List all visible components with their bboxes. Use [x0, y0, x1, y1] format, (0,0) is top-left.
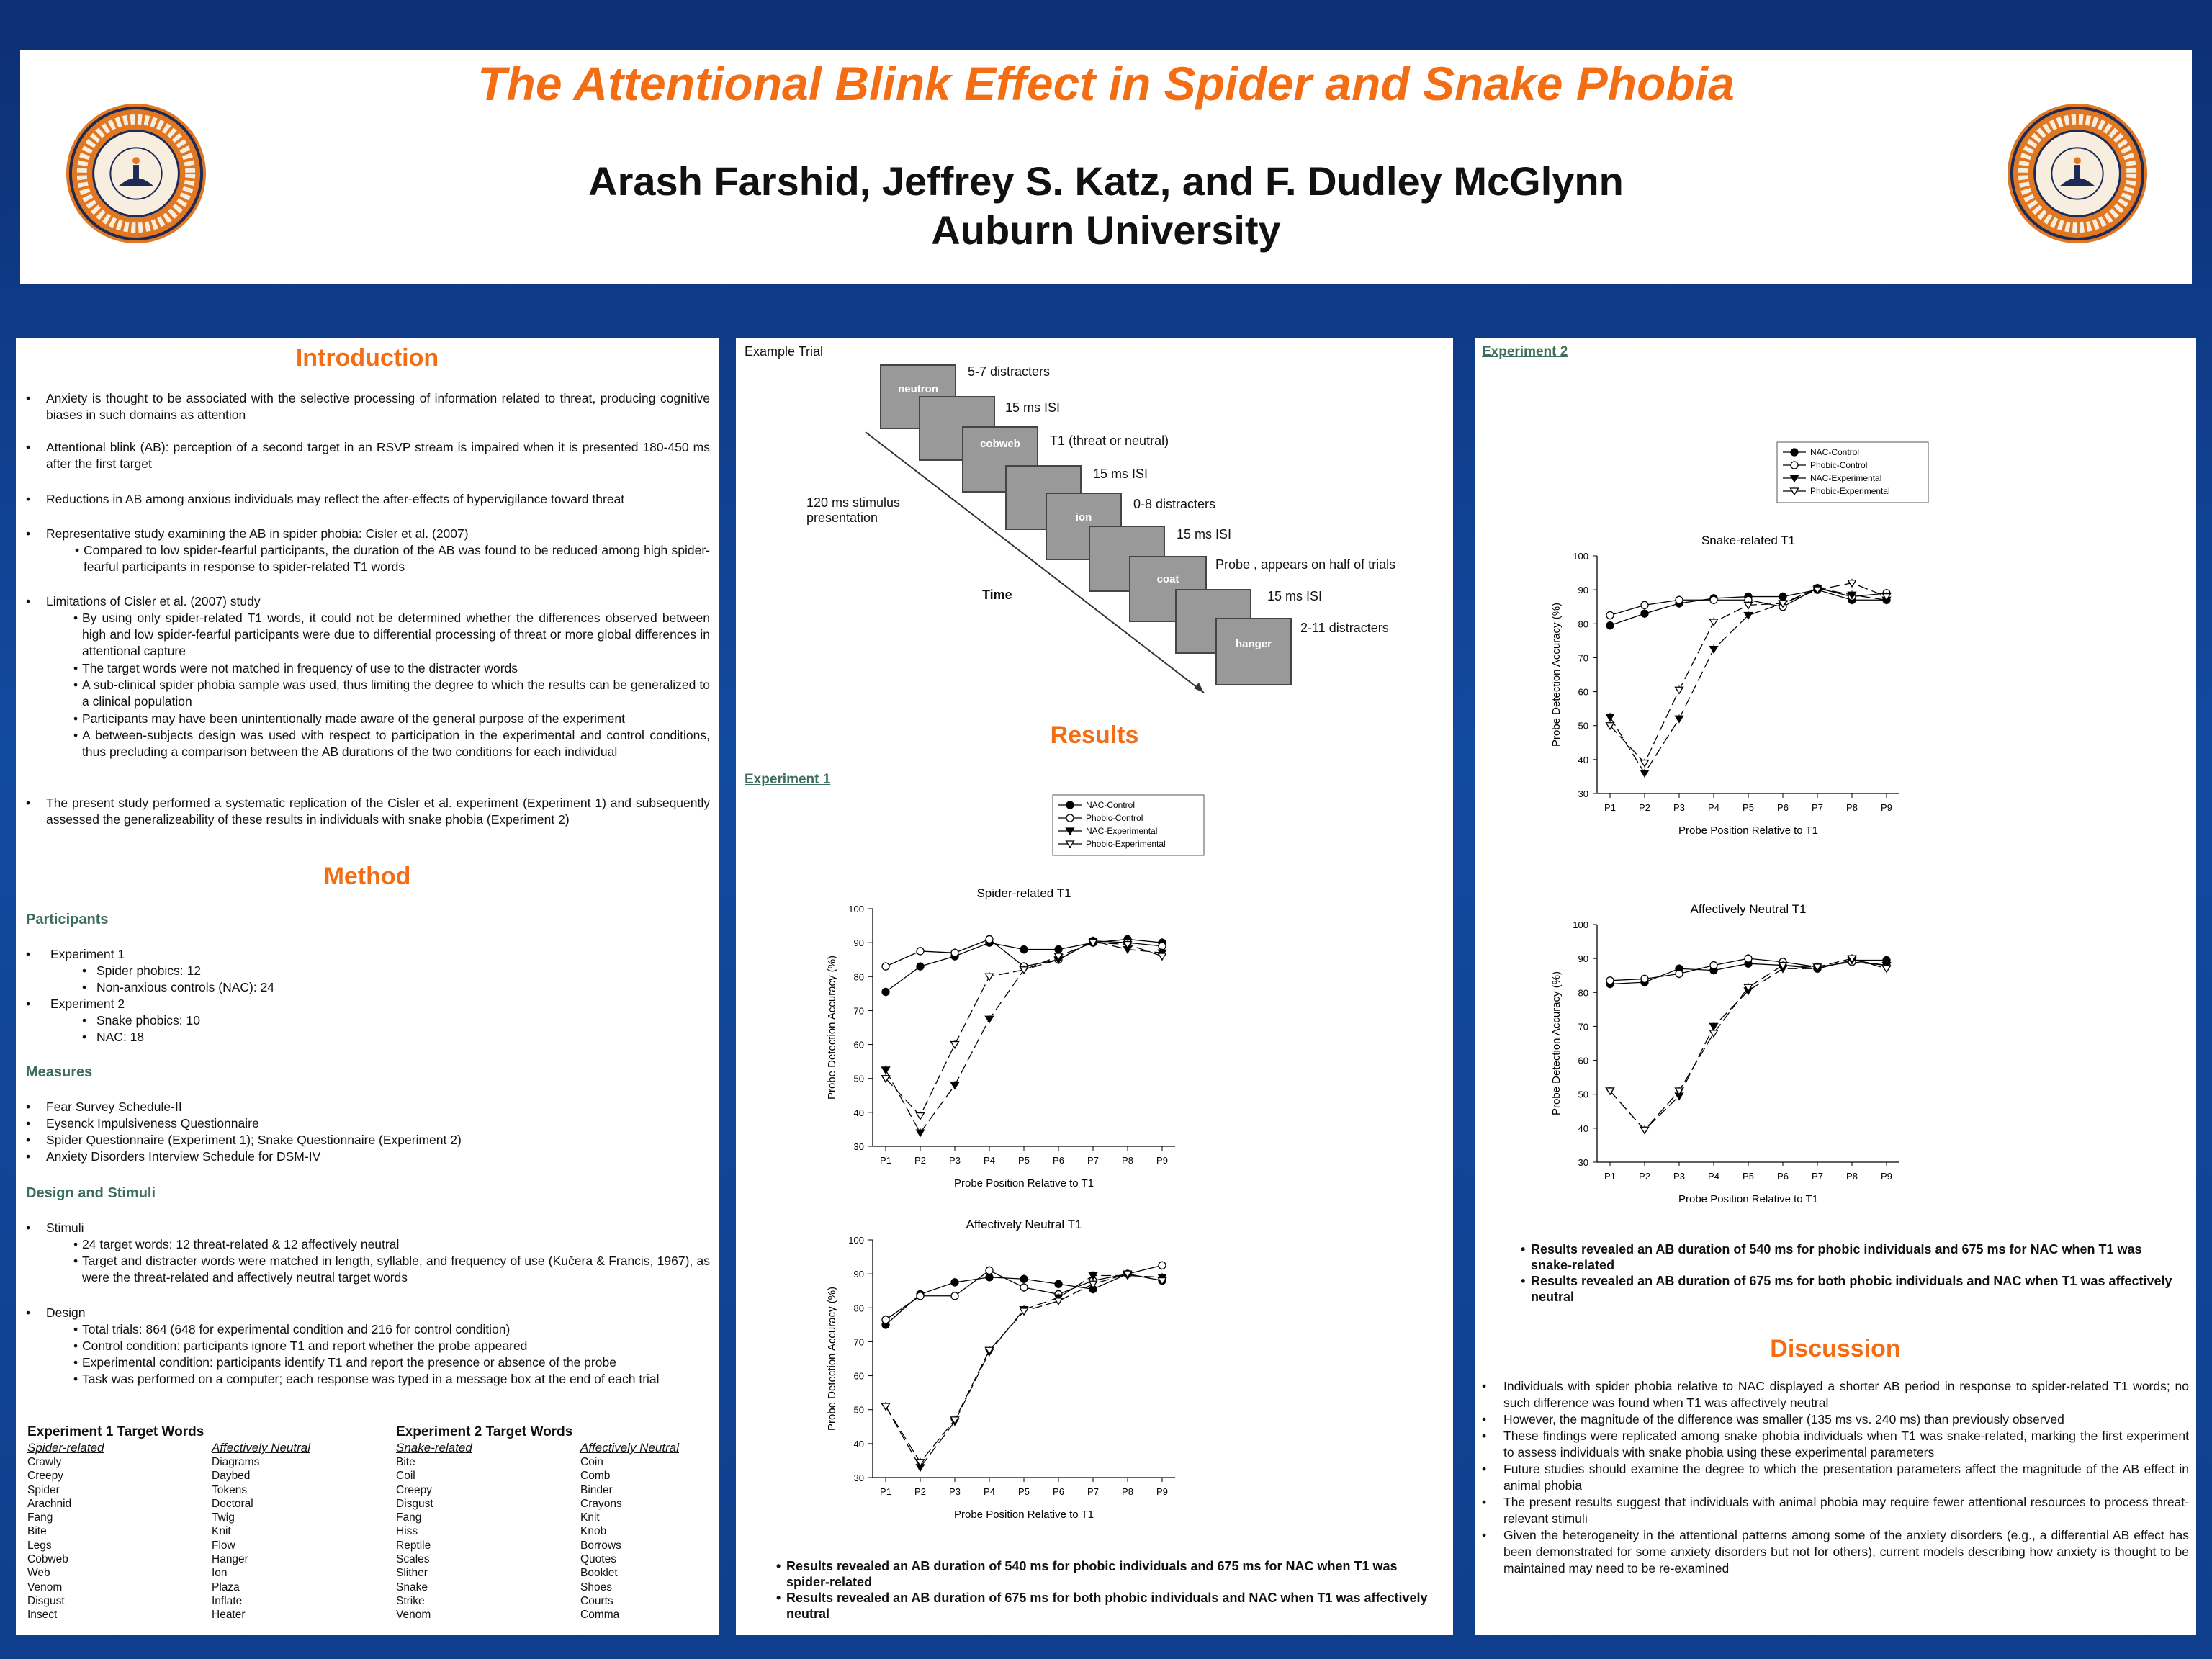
- trial-stimulus-box: hanger: [1215, 618, 1292, 685]
- neutral-chart-exp2: [1518, 880, 2080, 1211]
- word-list-item: Quotes: [580, 1553, 616, 1566]
- word-list-item: Heater: [212, 1609, 246, 1622]
- y-tick-label: 40: [853, 1438, 864, 1449]
- chart-title: Affectively Neutral T1: [966, 1218, 1082, 1231]
- design-sub-bullet: • Experimental condition: participants identify T1 and report the presence or absence of the probe: [73, 1355, 616, 1370]
- x-tick-label: P3: [949, 1155, 961, 1166]
- author-block: [20, 157, 2192, 255]
- x-tick-label: P6: [1777, 802, 1789, 813]
- experiment-1-heading: Experiment 1: [745, 772, 831, 787]
- x-tick-label: P7: [1087, 1155, 1099, 1166]
- x-tick-label: P3: [1673, 802, 1685, 813]
- series-3: [1606, 954, 1891, 1134]
- university-seal-logo: [65, 102, 207, 245]
- legend-label: Phobic-Control: [1086, 813, 1143, 823]
- series-3: [1606, 579, 1891, 768]
- exp1-results-summary: • Results revealed an AB duration of 540 ms for phobic individuals and 675 ms for NAC when T1 was spider-related • Results revealed an AB duration of 675 ms for both phobic individuals and NAC when T1 was affectively neutral: [776, 1559, 1428, 1621]
- method-sub-bullet: • Snake phobics: 10: [82, 1013, 200, 1028]
- intro-sub-bullet: • By using only spider-related T1 words, it could not be determined whether the differences observed between high and low spider-fearful participants were due to differential processing of threat or more global differences in attentional capture: [73, 611, 710, 658]
- example-trial-label: Example Trial: [745, 344, 824, 359]
- discussion-bullet: • However, the magnitude of the difference was smaller (135 ms vs. 240 ms) than previously observed: [1482, 1412, 2064, 1426]
- word-list-item: Fang: [396, 1511, 422, 1524]
- trial-label: T1 (threat or neutral): [1050, 433, 1169, 448]
- data-point: [917, 1292, 924, 1300]
- y-tick-label: 90: [1578, 585, 1588, 596]
- data-point: [1883, 966, 1891, 972]
- data-point: [1710, 1030, 1718, 1037]
- data-point: [1676, 687, 1683, 693]
- y-tick-label: 90: [853, 1269, 864, 1280]
- intro-sub-bullet: • Compared to low spider-fearful participants, the duration of the AB was found to be reduced among high spider-fearful participants in response to spider-related T1 words: [75, 543, 710, 574]
- word-list-item: Legs: [27, 1539, 52, 1552]
- experiment-2-heading: Experiment 2: [1482, 344, 1568, 359]
- intro-sub-bullet: • A between-subjects design was used with respect to participation in the experimental and control conditions, thus precluding a comparison between the AB durations of the two conditions for each individual: [73, 728, 710, 759]
- discussion-bullet: • The present results suggest that individuals with animal phobia may require fewer attentional resources to process threat-relevant stimuli: [1482, 1495, 2189, 1526]
- exp2-wordlist-title: Experiment 2 Target Words: [396, 1424, 573, 1439]
- data-point: [986, 974, 994, 980]
- y-tick-label: 70: [1578, 1021, 1588, 1033]
- word-list-item: Comb: [580, 1470, 611, 1483]
- chart-title: Spider-related T1: [976, 886, 1071, 900]
- discussion-bullet: • These findings were replicated among snake phobia individuals when T1 was snake-related, marking the first experiment to assess individuals with snake phobia using these experimental parameters: [1482, 1429, 2189, 1460]
- data-point: [882, 1067, 890, 1074]
- affiliation: Auburn University: [931, 207, 1281, 253]
- chart-legend: [1053, 795, 1204, 855]
- intro-bullet: • Reductions in AB among anxious individuals may reflect the after-effects of hypervigilance toward threat: [26, 492, 625, 506]
- series-3: [882, 1269, 1166, 1467]
- introduction-title: Introduction: [295, 344, 439, 372]
- y-axis-label: Probe Detection Accuracy (%): [1550, 602, 1563, 747]
- x-tick-label: P8: [1846, 802, 1858, 813]
- data-point: [986, 935, 993, 943]
- y-tick-label: 100: [848, 1235, 864, 1246]
- word-list-item: Booklet: [580, 1567, 618, 1580]
- trial-label: 15 ms ISI: [1177, 527, 1232, 541]
- x-tick-label: P2: [914, 1486, 926, 1497]
- discussion-list: [1482, 1378, 2189, 1577]
- x-tick-label: P5: [1743, 1171, 1754, 1182]
- word-list-item: Tokens: [212, 1483, 248, 1496]
- x-tick-label: P8: [1846, 1171, 1858, 1182]
- x-tick-label: P9: [1156, 1486, 1168, 1497]
- x-tick-label: P8: [1122, 1155, 1133, 1166]
- y-tick-label: 80: [1578, 619, 1588, 630]
- x-tick-label: P1: [880, 1155, 891, 1166]
- trial-label: 2-11 distracters: [1300, 621, 1389, 635]
- trial-label: 0-8 distracters: [1133, 497, 1216, 511]
- word-list-item: Disgust: [27, 1594, 65, 1607]
- trial-label: 15 ms ISI: [1093, 467, 1148, 481]
- x-tick-label: P2: [1639, 802, 1650, 813]
- series-line: [886, 1276, 1162, 1467]
- y-tick-label: 70: [853, 1005, 864, 1017]
- x-tick-label: P9: [1881, 1171, 1892, 1182]
- x-tick-label: P1: [1604, 1171, 1616, 1182]
- data-point: [917, 963, 924, 970]
- x-tick-label: P2: [914, 1155, 926, 1166]
- data-point: [917, 1113, 925, 1120]
- chart-title: Affectively Neutral T1: [1690, 902, 1807, 916]
- discussion-title: Discussion: [1770, 1335, 1901, 1362]
- data-point: [951, 1292, 958, 1300]
- x-tick-label: P7: [1812, 802, 1823, 813]
- trial-label: Probe , appears on half of trials: [1215, 557, 1396, 572]
- word-list-item: Knob: [580, 1525, 607, 1538]
- word-list-item: Inflate: [212, 1594, 243, 1607]
- legend-marker: [1066, 814, 1074, 822]
- data-point: [986, 1016, 994, 1022]
- word-list-item: Comma: [580, 1609, 620, 1622]
- exp2-results-summary: • Results revealed an AB duration of 540 ms for phobic individuals and 675 ms for NAC when T1 was snake-related • Results revealed an AB duration of 675 ms for both phobic individuals and NAC when T1 was affectively neutral: [1521, 1242, 2172, 1304]
- stimulus-duration-label: 120 ms stimulus presentation: [806, 495, 901, 525]
- word-list-item: Daybed: [212, 1470, 251, 1483]
- x-tick-label: P5: [1743, 802, 1754, 813]
- trial-stimulus-box: ion: [1046, 493, 1122, 560]
- data-point: [1676, 596, 1683, 603]
- data-point: [1159, 953, 1166, 960]
- trial-label: 15 ms ISI: [1005, 400, 1061, 415]
- word-list-item: Doctoral: [212, 1497, 253, 1510]
- data-point: [917, 948, 924, 955]
- column-exp2-discussion: [1475, 338, 2196, 1635]
- legend-label: Phobic-Experimental: [1086, 839, 1166, 849]
- x-tick-label: P3: [949, 1486, 961, 1497]
- intro-bullet: • Limitations of Cisler et al. (2007) study: [26, 594, 261, 608]
- series-line: [1610, 583, 1887, 763]
- word-list-item: Creepy: [27, 1470, 63, 1483]
- intro-bullet: • Representative study examining the AB in spider phobia: Cisler et al. (2007): [26, 526, 469, 541]
- y-tick-label: 50: [1578, 1089, 1588, 1100]
- data-point: [1676, 970, 1683, 977]
- data-point: [882, 989, 889, 996]
- spider-word-list: Spider-related Crawly Creepy Spider Arachnid Fang Bite Legs Cobweb Web Venom Disgust Insect: [27, 1441, 104, 1622]
- design-bullet: • Stimuli: [26, 1220, 84, 1235]
- series-2: [882, 1272, 1166, 1472]
- x-tick-label: P1: [1604, 802, 1616, 813]
- data-point: [1710, 647, 1718, 653]
- y-tick-label: 50: [853, 1404, 864, 1416]
- intro-sub-bullet: • The target words were not matched in frequency of use to the distracter words: [73, 661, 518, 675]
- y-tick-label: 40: [1578, 1123, 1588, 1134]
- word-list-item: Strike: [396, 1594, 425, 1607]
- method-sub-bullet: • NAC: 18: [82, 1030, 145, 1044]
- data-point: [1745, 955, 1752, 962]
- trial-label: 15 ms ISI: [1267, 589, 1323, 603]
- word-list-item: Insect: [27, 1609, 58, 1622]
- data-point: [1710, 962, 1717, 969]
- word-list-item: Creepy: [396, 1483, 432, 1496]
- trial-stimulus-box: neutron: [880, 364, 956, 429]
- y-tick-label: 30: [1578, 788, 1588, 799]
- y-tick-label: 60: [1578, 686, 1588, 698]
- word-list-item: Venom: [27, 1581, 63, 1593]
- data-point: [951, 1082, 959, 1089]
- data-point: [951, 1279, 958, 1286]
- legend-label: NAC-Experimental: [1810, 473, 1882, 483]
- word-list-item: Spider: [27, 1483, 60, 1496]
- data-point: [1641, 1127, 1649, 1133]
- data-point: [882, 1316, 889, 1323]
- authors: Arash Farshid, Jeffrey S. Katz, and F. Dudley McGlynn: [588, 158, 1624, 204]
- intro-bullet: • Attentional blink (AB): perception of a second target in an RSVP stream is impaired when it is presented 180-450 ms after the first target: [26, 440, 710, 471]
- snake-word-list: Snake-related Bite Coil Creepy Disgust Fang Hiss Reptile Scales Slither Snake Strike Venom: [396, 1441, 472, 1622]
- series-line: [886, 1274, 1162, 1462]
- word-list-item: Twig: [212, 1511, 235, 1524]
- y-tick-label: 50: [1578, 720, 1588, 732]
- x-tick-label: P4: [984, 1486, 995, 1497]
- x-tick-label: P9: [1156, 1155, 1168, 1166]
- intro-sub-bullet: • Participants may have been unintentionally made aware of the general purpose of the experiment: [73, 711, 625, 726]
- method-title: Method: [323, 863, 411, 890]
- data-point: [986, 1267, 993, 1274]
- results-title: Results: [1050, 721, 1139, 749]
- method-bullet: • Experiment 1: [26, 947, 125, 961]
- y-tick-label: 40: [1578, 754, 1588, 765]
- y-tick-label: 70: [853, 1336, 864, 1348]
- poster-title: The Attentional Blink Effect in Spider and Snake Phobia: [477, 57, 1735, 110]
- intro-bullet: • The present study performed a systematic replication of the Cisler et al. experiment (Experiment 1) and subsequently assessed the generalizeability of these results in individuals with snake phobia (Experiment 2): [26, 796, 710, 827]
- x-axis-label: Probe Position Relative to T1: [1678, 1193, 1818, 1205]
- intro-sub-bullet: • A sub-clinical spider phobia sample was used, thus limiting the degree to which the results can be generalized to a clinical population: [73, 678, 710, 709]
- design-sub-bullet: • Total trials: 864 (648 for experimental condition and 216 for control condition): [73, 1322, 511, 1336]
- trial-label: 5-7 distracters: [968, 364, 1051, 379]
- x-axis-label: Probe Position Relative to T1: [1678, 824, 1818, 837]
- measures-heading: Measures: [26, 1064, 93, 1080]
- university-seal-logo: [2006, 102, 2149, 245]
- word-list-item: Scales: [396, 1553, 430, 1566]
- data-point: [1710, 619, 1718, 626]
- chart-title: Snake-related T1: [1701, 534, 1796, 547]
- word-list-item: Coin: [580, 1456, 603, 1468]
- method-sub-bullet: • Spider phobics: 12: [82, 963, 201, 978]
- word-list-item: Courts: [580, 1594, 613, 1607]
- data-point: [1710, 596, 1717, 603]
- series-2: [1606, 956, 1891, 1135]
- data-point: [917, 1130, 925, 1136]
- x-tick-label: P4: [1708, 1171, 1719, 1182]
- legend-label: NAC-Experimental: [1086, 826, 1158, 836]
- data-point: [1020, 1284, 1028, 1291]
- data-point: [1641, 610, 1648, 617]
- x-tick-label: P7: [1087, 1486, 1099, 1497]
- measures-bullet: • Fear Survey Schedule-II: [26, 1100, 182, 1114]
- word-list-item: Arachnid: [27, 1497, 72, 1510]
- x-tick-label: P4: [1708, 802, 1719, 813]
- chart-legend: [1777, 442, 1928, 503]
- word-list-item: Diagrams: [212, 1456, 260, 1468]
- word-list-item: Cobweb: [27, 1553, 68, 1566]
- word-list-item: Web: [27, 1567, 50, 1580]
- design-sub-bullet: • Control condition: participants ignore T1 and report whether the probe appeared: [73, 1339, 528, 1353]
- x-axis-label: Probe Position Relative to T1: [954, 1509, 1094, 1521]
- exp1-wordlist-title: Experiment 1 Target Words: [27, 1424, 204, 1439]
- word-list-item: Binder: [580, 1483, 613, 1496]
- y-tick-label: 90: [1578, 953, 1588, 965]
- data-point: [882, 1403, 890, 1410]
- discussion-bullet: • Future studies should examine the degree to which the presentation parameters affect the magnitude of the AB effect in animal phobia: [1482, 1462, 2189, 1493]
- x-tick-label: P5: [1018, 1155, 1030, 1166]
- y-axis-label: Probe Detection Accuracy (%): [1550, 971, 1563, 1116]
- legend-marker: [1791, 449, 1798, 456]
- x-tick-label: P1: [880, 1486, 891, 1497]
- snake-related-chart: [1518, 439, 2080, 837]
- neutral-chart-exp1: [793, 1195, 1355, 1527]
- time-label: Time: [982, 588, 1012, 602]
- word-list-item: Knit: [212, 1525, 231, 1538]
- y-tick-label: 60: [853, 1370, 864, 1382]
- x-tick-label: P6: [1777, 1171, 1789, 1182]
- word-list-item: Knit: [580, 1511, 600, 1524]
- neutral-word-list-2: Affectively Neutral Coin Comb Binder Crayons Knit Knob Borrows Quotes Booklet Shoes Courts Comma: [580, 1441, 679, 1622]
- data-point: [951, 949, 958, 956]
- y-tick-label: 100: [1573, 551, 1588, 562]
- data-point: [1745, 602, 1753, 608]
- word-list-item: Shoes: [580, 1581, 612, 1593]
- legend-label: Phobic-Control: [1810, 460, 1868, 470]
- series-0: [882, 1269, 1166, 1329]
- data-point: [951, 1042, 959, 1048]
- data-point: [1159, 1262, 1166, 1269]
- trial-stimulus-box: cobweb: [962, 426, 1038, 493]
- legend-marker: [1791, 462, 1798, 469]
- word-list-item: Bite: [396, 1456, 415, 1468]
- x-tick-label: P3: [1673, 1171, 1685, 1182]
- y-tick-label: 100: [848, 904, 864, 914]
- y-tick-label: 100: [1573, 920, 1588, 930]
- x-tick-label: P5: [1018, 1486, 1030, 1497]
- design-sub-bullet: • Task was performed on a computer; each response was typed in a message box at the end of each trial: [73, 1372, 660, 1386]
- design-bullet: • Design: [26, 1305, 86, 1320]
- data-point: [1676, 716, 1683, 722]
- word-list-item: Hiss: [396, 1525, 418, 1538]
- x-tick-label: P9: [1881, 802, 1892, 813]
- word-list-item: Plaza: [212, 1581, 240, 1593]
- method-sub-bullet: • Non-anxious controls (NAC): 24: [82, 980, 275, 994]
- x-tick-label: P4: [984, 1155, 995, 1166]
- legend-label: NAC-Control: [1086, 800, 1136, 810]
- y-tick-label: 40: [853, 1107, 864, 1118]
- y-tick-label: 50: [853, 1073, 864, 1084]
- word-list-item: Flow: [212, 1539, 235, 1552]
- discussion-bullet: • Individuals with spider phobia relative to NAC displayed a shorter AB period in response to spider-related T1 words; no such difference was found when T1 was affectively neutral: [1482, 1379, 2189, 1410]
- y-tick-label: 80: [1578, 987, 1588, 999]
- data-point: [1055, 1280, 1062, 1287]
- method-bullet: • Experiment 2: [26, 997, 125, 1011]
- data-point: [1606, 622, 1614, 629]
- intro-bullet: • Anxiety is thought to be associated with the selective processing of information related to threat, producing cognitive biases in such domains as attention: [26, 391, 710, 422]
- x-tick-label: P2: [1639, 1171, 1650, 1182]
- data-point: [1606, 977, 1614, 984]
- trial-stimulus-box: coat: [1129, 556, 1207, 622]
- word-list-item: Reptile: [396, 1539, 431, 1552]
- participants-heading: Participants: [26, 912, 109, 927]
- x-tick-label: P6: [1053, 1155, 1064, 1166]
- data-point: [1641, 601, 1648, 608]
- measures-bullet: • Eysenck Impulsiveness Questionnaire: [26, 1116, 259, 1130]
- data-point: [1641, 760, 1649, 767]
- poster-header: [20, 50, 2192, 284]
- y-tick-label: 90: [853, 938, 864, 949]
- column-introduction-method: [16, 338, 719, 1635]
- y-tick-label: 60: [1578, 1055, 1588, 1066]
- data-point: [882, 963, 889, 970]
- data-point: [1641, 770, 1649, 777]
- x-tick-label: P8: [1122, 1486, 1133, 1497]
- design-sub-bullet: • Target and distracter words were matched in length, syllable, and frequency of use (Kučera & Francis, 1967), as were the threat-related and affectively neutral target words: [73, 1254, 710, 1285]
- y-axis-label: Probe Detection Accuracy (%): [826, 955, 838, 1100]
- y-tick-label: 30: [1578, 1157, 1588, 1168]
- design-stimuli-heading: Design and Stimuli: [26, 1185, 156, 1201]
- word-list-item: Disgust: [396, 1497, 433, 1510]
- word-list-item: Coil: [396, 1470, 415, 1483]
- y-tick-label: 70: [1578, 652, 1588, 664]
- x-tick-label: P7: [1812, 1171, 1823, 1182]
- design-sub-bullet: • 24 target words: 12 threat-related & 12 affectively neutral: [73, 1237, 400, 1251]
- y-axis-label: Probe Detection Accuracy (%): [826, 1286, 838, 1431]
- word-list-item: Snake: [396, 1581, 428, 1593]
- neutral-word-list-1: Affectively Neutral Diagrams Daybed Tokens Doctoral Twig Knit Flow Hanger Ion Plaza Inflate Heater: [212, 1441, 310, 1622]
- y-tick-label: 80: [853, 1303, 864, 1314]
- data-point: [1606, 612, 1614, 619]
- word-list-item: Fang: [27, 1511, 53, 1524]
- data-point: [1020, 946, 1028, 953]
- word-list-item: Borrows: [580, 1539, 621, 1552]
- word-list-item: Crawly: [27, 1456, 62, 1468]
- x-tick-label: P6: [1053, 1486, 1064, 1497]
- word-list-item: Venom: [396, 1609, 431, 1622]
- discussion-bullet: • Given the heterogeneity in the attentional patterns among some of the anxiety disorders (e.g., a differential AB effect has been demonstrated for some anxiety disorders but not for others), current models describing how anxiety is thought to be maintained may need to be re-examined: [1482, 1528, 2189, 1575]
- data-point: [1641, 975, 1648, 982]
- word-list-item: Crayons: [580, 1497, 622, 1510]
- x-axis-label: Probe Position Relative to T1: [954, 1177, 1094, 1190]
- data-point: [1020, 1275, 1028, 1282]
- column-trial-results: [736, 338, 1453, 1635]
- legend-marker: [1066, 801, 1074, 809]
- y-tick-label: 30: [853, 1141, 864, 1152]
- y-tick-label: 60: [853, 1039, 864, 1051]
- legend-label: NAC-Control: [1810, 447, 1860, 457]
- measures-bullet: • Spider Questionnaire (Experiment 1); Snake Questionnaire (Experiment 2): [26, 1133, 462, 1147]
- word-list-item: Hanger: [212, 1553, 248, 1566]
- word-list-item: Bite: [27, 1525, 47, 1538]
- word-list-item: Ion: [212, 1567, 228, 1580]
- data-point: [1606, 714, 1614, 721]
- y-tick-label: 30: [853, 1473, 864, 1483]
- y-tick-label: 80: [853, 971, 864, 983]
- measures-bullet: • Anxiety Disorders Interview Schedule for DSM-IV: [26, 1149, 321, 1164]
- legend-label: Phobic-Experimental: [1810, 486, 1890, 496]
- word-list-item: Slither: [396, 1567, 428, 1580]
